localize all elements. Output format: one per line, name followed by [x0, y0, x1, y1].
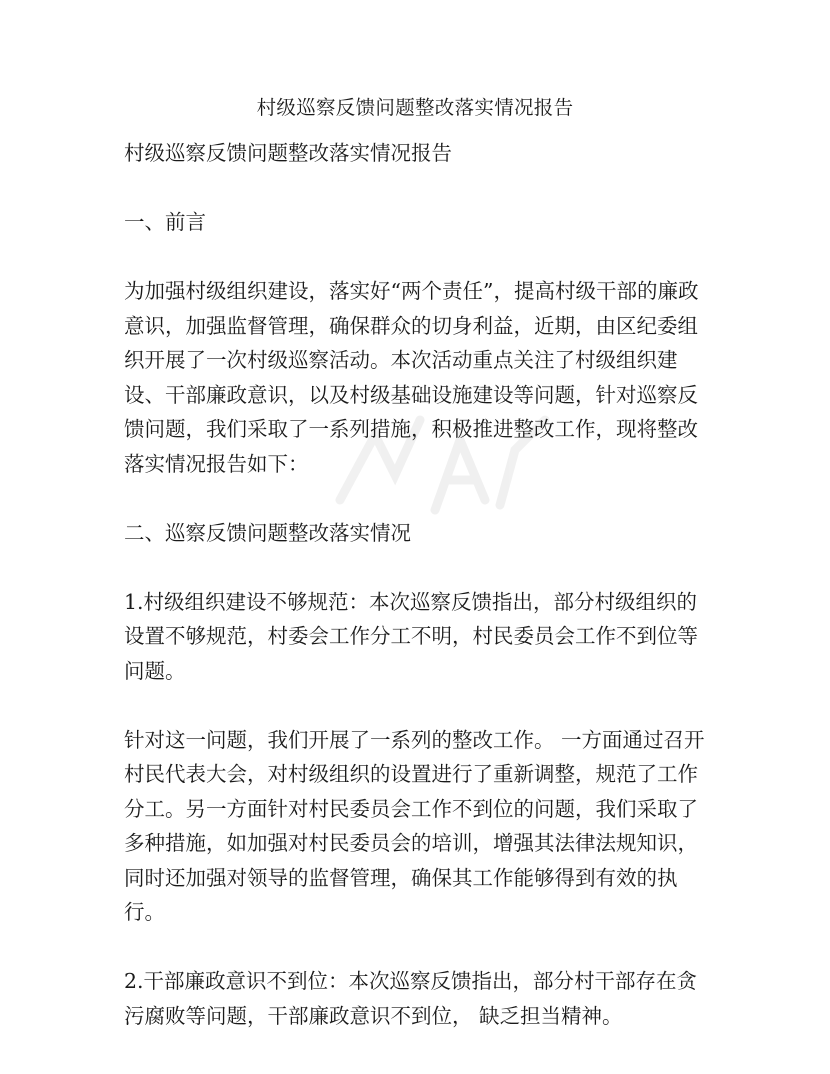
page-header-title: 村级巡察反馈问题整改落实情况报告 — [256, 96, 574, 119]
section-heading-rectification: 二、巡察反馈问题整改落实情况 — [124, 520, 411, 545]
section-heading-intro: 一、前言 — [124, 210, 206, 234]
spacer — [124, 550, 712, 585]
item-1-issue-paragraph: 1.村级组织建设不够规范：本次巡察反馈指出，部分村级组织的设置不够规范，村委会工作分工不明，村民委员会工作不到位等问题。 — [124, 589, 698, 683]
spacer — [124, 930, 712, 965]
spacer — [124, 481, 712, 516]
document-body — [124, 136, 712, 1033]
item-1-response-paragraph: 针对这一问题，我们开展了一系列的整改工作。 一方面通过召开村民代表大会，对村级组织的设置进行了重新调整，规范了工作分工。另一方面针对村民委员会工作不到位的问题，我们采取了多种措施，如加强对村民委员会的培训，增强其法律法规知识， 同时还加强对领导的监督管理，确保其工作能够得到有效的执行。 — [124, 727, 705, 924]
spacer — [124, 688, 712, 723]
item-2-issue-paragraph: 2.干部廉政意识不到位：本次巡察反馈指出，部分村干部存在贪污腐败等问题，干部廉政意识不到位， 缺乏担当精神。 — [124, 969, 698, 1028]
spacer — [124, 171, 712, 206]
document-title: 村级巡察反馈问题整改落实情况报告 — [124, 141, 452, 165]
intro-paragraph: 为加强村级组织建设，落实好“两个责任”，提高村级干部的廉政意识，加强监督管理，确保群众的切身利益，近期，由区纪委组织开展了一次村级巡察活动。本次活动重点关注了村级组织建设、干部廉政意识，以及村级基础设施建设等问题，针对巡察反馈问题，我们采取了一系列措施，积极推进整改工作，现将整改落实情况报告如下： — [124, 279, 699, 476]
spacer — [124, 240, 712, 275]
